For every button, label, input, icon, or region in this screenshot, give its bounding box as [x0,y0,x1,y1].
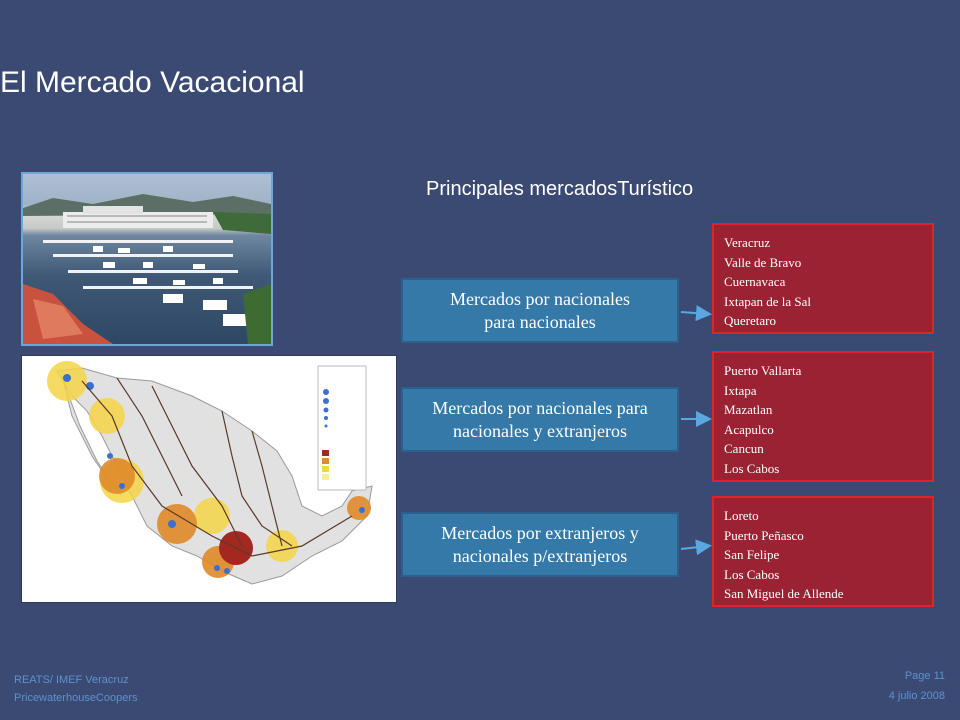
destination-item: Valle de Bravo [724,254,802,270]
destination-item: Ixtapa [724,382,757,398]
destination-item: San Miguel de Allende [724,586,844,601]
destination-item: Ixtapan de la Sal [724,293,811,309]
destination-item: Puerto Vallarta [724,363,802,378]
footer-date: 4 julio 2008 [888,690,945,702]
destination-item: Loreto [724,508,759,523]
arrow-1 [681,312,708,314]
destinations-box-2 [712,351,934,482]
destination-item: Acapulco [724,421,774,437]
destination-item: Queretaro [724,313,776,328]
footer-page-number: Page 11 [904,670,945,682]
destination-item: Puerto Peñasco [724,527,804,543]
slide-subtitle: Principales mercadosTurístico [426,178,694,200]
footer-company: PricewaterhouseCoopers [14,692,138,704]
destination-item: Cuernavaca [724,274,786,289]
footer-event: REATS/ IMEF Veracruz [14,674,129,686]
category-label: Mercados por extranjeros y nacionales p/extranjeros [441,522,639,566]
category-label: Mercados por nacionales para nacionales [450,288,630,332]
destinations-box-3 [712,496,934,607]
destinations-box-1 [712,223,934,334]
destination-item: Veracruz [724,235,771,250]
category-label: Mercados por nacionales para nacionales y extranjeros [432,397,648,441]
destination-item: Cancun [724,441,764,456]
destination-item: Los Cabos [724,566,780,582]
arrow-3 [681,546,708,549]
destination-item: San Felipe [724,547,780,562]
destination-item: Mazatlan [724,402,773,417]
destination-item: Los Cabos [724,460,780,476]
slide-title: El Mercado Vacacional [0,66,305,99]
